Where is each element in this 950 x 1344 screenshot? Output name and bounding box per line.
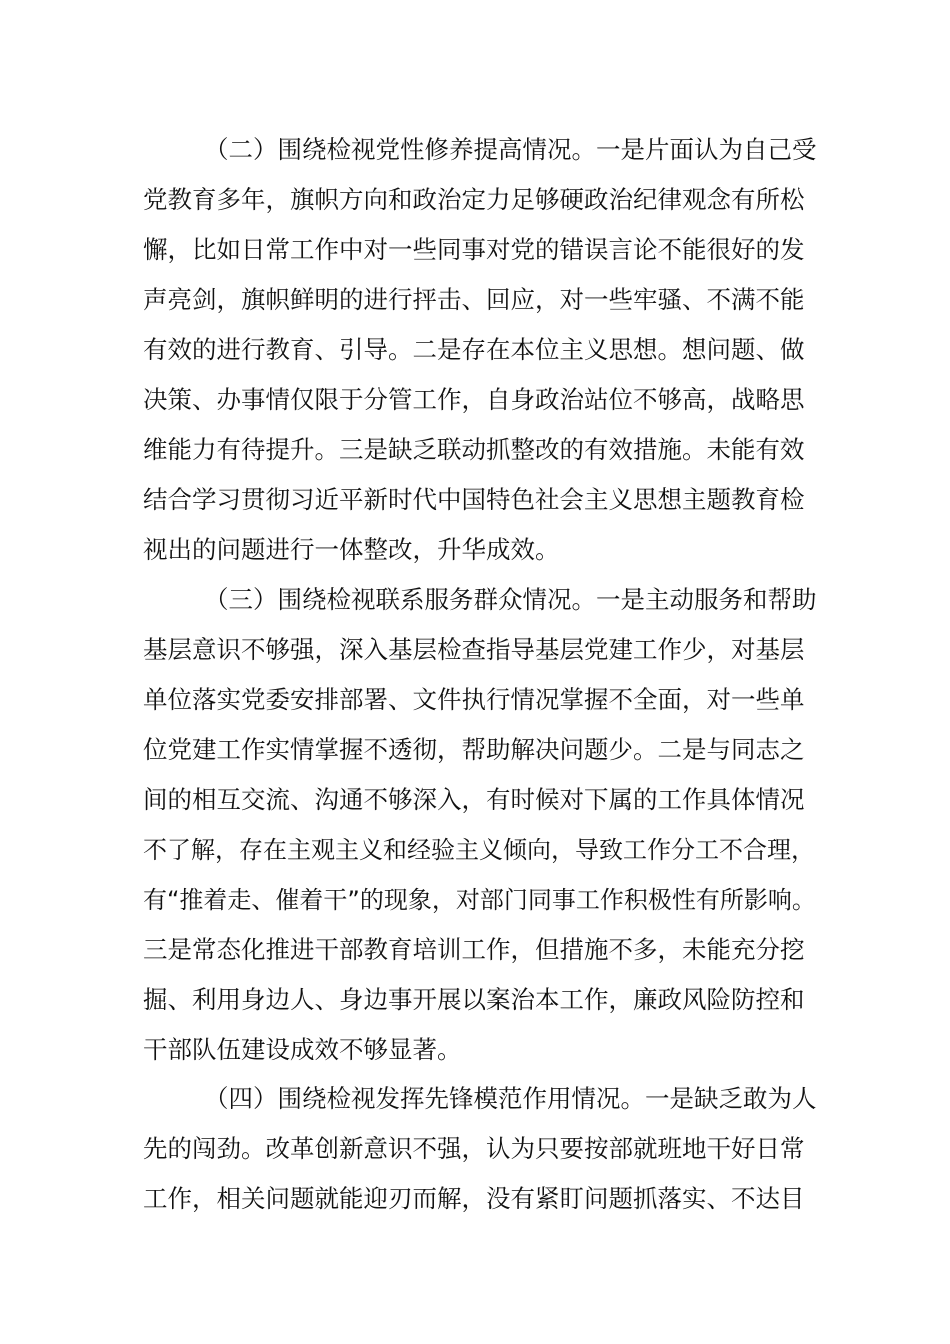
text-line: 位党建工作实情掌握不透彻，帮助解决问题少。二是与同志之 — [143, 735, 805, 764]
text-line: 单位落实党委安排部署、文件执行情况掌握不全面，对一些单 — [143, 685, 805, 714]
text-line: 有效的进行教育、引导。二是存在本位主义思想。想问题、做 — [143, 335, 805, 364]
text-line: 三是常态化推进干部教育培训工作，但措施不多，未能充分挖 — [143, 935, 805, 964]
text-line: 结合学习贯彻习近平新时代中国特色社会主义思想主题教育检 — [143, 485, 805, 514]
text-line: 干部队伍建设成效不够显著。 — [143, 1035, 462, 1064]
text-line: 间的相互交流、沟通不够深入，有时候对下属的工作具体情况 — [143, 785, 805, 814]
text-line: 党教育多年，旗帜方向和政治定力足够硬政治纪律观念有所松 — [143, 185, 805, 214]
text-line: 不了解，存在主观主义和经验主义倾向，导致工作分工不合理， — [143, 836, 815, 864]
text-line: 懈，比如日常工作中对一些同事对党的错误言论不能很好的发 — [143, 235, 805, 264]
text-line: 维能力有待提升。三是缺乏联动抓整改的有效措施。未能有效 — [143, 435, 805, 464]
text-line: 先的闯劲。改革创新意识不强，认为只要按部就班地干好日常 — [143, 1134, 805, 1163]
text-line: 工作，相关问题就能迎刃而解，没有紧盯问题抓落实、不达目 — [143, 1184, 805, 1213]
text-line: 决策、办事情仅限于分管工作，自身政治站位不够高，战略思 — [143, 385, 805, 414]
text-line: 掘、利用身边人、身边事开展以案治本工作，廉政风险防控和 — [143, 985, 805, 1014]
paragraph-3-heading-line: （三）围绕检视联系服务群众情况。一是主动服务和帮助 — [204, 585, 817, 614]
text-line: 声亮剑，旗帜鲜明的进行抨击、回应，对一些牢骚、不满不能 — [143, 285, 805, 314]
paragraph-4-heading-line: （四）围绕检视发挥先锋模范作用情况。一是缺乏敢为人 — [204, 1084, 817, 1113]
text-line: 基层意识不够强，深入基层检查指导基层党建工作少，对基层 — [143, 635, 805, 664]
text-line: 有“推着走、催着干”的现象，对部门同事工作积极性有所影响。 — [143, 886, 816, 914]
text-line: 视出的问题进行一体整改，升华成效。 — [143, 535, 560, 564]
paragraph-2-heading-line: （二）围绕检视党性修养提高情况。一是片面认为自己受 — [204, 135, 817, 164]
